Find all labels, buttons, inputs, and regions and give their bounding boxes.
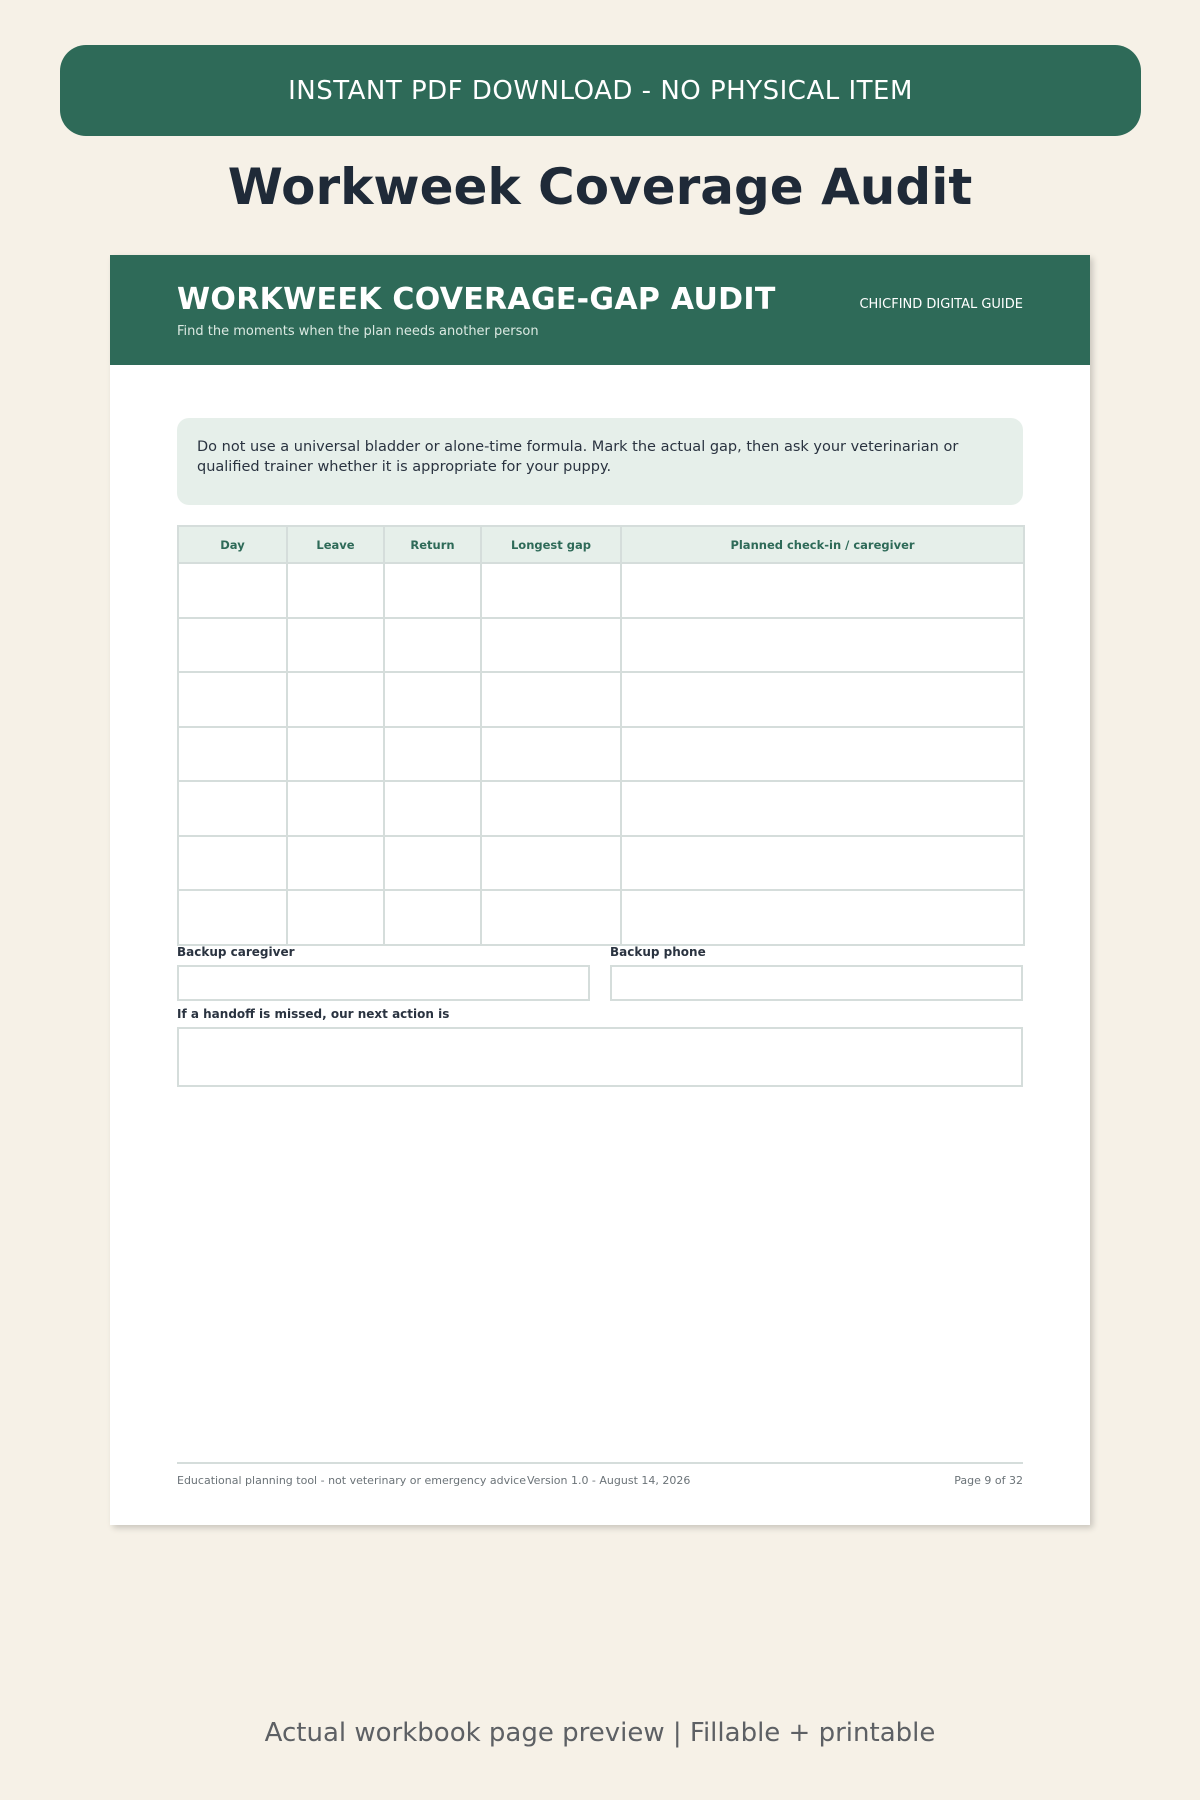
table-cell[interactable] bbox=[621, 563, 1024, 618]
column-header-longest-gap: Longest gap bbox=[481, 526, 621, 563]
table-cell[interactable] bbox=[287, 727, 384, 782]
table-cell[interactable] bbox=[178, 890, 287, 945]
missed-handoff-label: If a handoff is missed, our next action is bbox=[177, 1007, 450, 1021]
table-cell[interactable] bbox=[287, 781, 384, 836]
table-cell[interactable] bbox=[621, 727, 1024, 782]
table-cell[interactable] bbox=[621, 672, 1024, 727]
table-row bbox=[178, 890, 1024, 945]
table-header-row bbox=[178, 526, 1024, 563]
preview-caption: Actual workbook page preview | Fillable + printable bbox=[264, 1718, 936, 1748]
table-cell[interactable] bbox=[178, 781, 287, 836]
table-cell[interactable] bbox=[287, 618, 384, 673]
coverage-table bbox=[177, 525, 1025, 946]
table-cell[interactable] bbox=[287, 890, 384, 945]
workbook-page-preview bbox=[110, 255, 1090, 1525]
table-cell[interactable] bbox=[384, 672, 481, 727]
table-cell[interactable] bbox=[287, 672, 384, 727]
footer-divider bbox=[177, 1462, 1023, 1464]
page-title: Workweek Coverage Audit bbox=[227, 158, 973, 216]
table-cell[interactable] bbox=[384, 890, 481, 945]
table-cell[interactable] bbox=[287, 563, 384, 618]
column-header-day: Day bbox=[178, 526, 287, 563]
table-cell[interactable] bbox=[384, 727, 481, 782]
table-cell[interactable] bbox=[621, 890, 1024, 945]
backup-phone-field[interactable] bbox=[610, 965, 1023, 1001]
table-cell[interactable] bbox=[621, 836, 1024, 891]
table-row bbox=[178, 672, 1024, 727]
table-row bbox=[178, 618, 1024, 673]
table-cell[interactable] bbox=[481, 727, 621, 782]
table-cell[interactable] bbox=[287, 836, 384, 891]
column-header-leave: Leave bbox=[287, 526, 384, 563]
download-banner bbox=[60, 45, 1141, 136]
table-cell[interactable] bbox=[178, 672, 287, 727]
brand-label: CHICFIND DIGITAL GUIDE bbox=[859, 297, 1023, 312]
table-cell[interactable] bbox=[481, 836, 621, 891]
sheet-header bbox=[110, 255, 1090, 365]
table-body bbox=[178, 563, 1024, 945]
table-cell[interactable] bbox=[481, 890, 621, 945]
table-cell[interactable] bbox=[621, 781, 1024, 836]
footer-version: Version 1.0 - August 14, 2026 bbox=[527, 1474, 691, 1487]
column-header-return: Return bbox=[384, 526, 481, 563]
missed-handoff-field[interactable] bbox=[177, 1027, 1023, 1087]
column-header-check-in: Planned check-in / caregiver bbox=[621, 526, 1024, 563]
table-cell[interactable] bbox=[621, 618, 1024, 673]
table-row bbox=[178, 781, 1024, 836]
table-cell[interactable] bbox=[384, 781, 481, 836]
table-cell[interactable] bbox=[481, 672, 621, 727]
table-cell[interactable] bbox=[178, 563, 287, 618]
table-row bbox=[178, 727, 1024, 782]
backup-caregiver-field[interactable] bbox=[177, 965, 590, 1001]
footer-page-number: Page 9 of 32 bbox=[954, 1474, 1023, 1487]
sheet-subtitle: Find the moments when the plan needs another person bbox=[177, 324, 539, 339]
notice-box bbox=[177, 418, 1023, 505]
table-cell[interactable] bbox=[481, 781, 621, 836]
table-row bbox=[178, 563, 1024, 618]
table-cell[interactable] bbox=[178, 727, 287, 782]
table-cell[interactable] bbox=[481, 618, 621, 673]
table-cell[interactable] bbox=[384, 618, 481, 673]
backup-caregiver-label: Backup caregiver bbox=[177, 945, 295, 959]
sheet-title: WORKWEEK COVERAGE-GAP AUDIT bbox=[177, 282, 776, 317]
backup-phone-label: Backup phone bbox=[610, 945, 706, 959]
table-cell[interactable] bbox=[178, 836, 287, 891]
table-cell[interactable] bbox=[384, 836, 481, 891]
footer-disclaimer: Educational planning tool - not veterinary or emergency advice bbox=[177, 1474, 526, 1487]
table-cell[interactable] bbox=[384, 563, 481, 618]
table-cell[interactable] bbox=[481, 563, 621, 618]
table-row bbox=[178, 836, 1024, 891]
notice-text: Do not use a universal bladder or alone-time formula. Mark the actual gap, then ask your veterinarian or qualified trainer whether it is appropriate for your puppy. bbox=[197, 439, 959, 475]
table-cell[interactable] bbox=[178, 618, 287, 673]
banner-text: INSTANT PDF DOWNLOAD - NO PHYSICAL ITEM bbox=[288, 75, 913, 106]
